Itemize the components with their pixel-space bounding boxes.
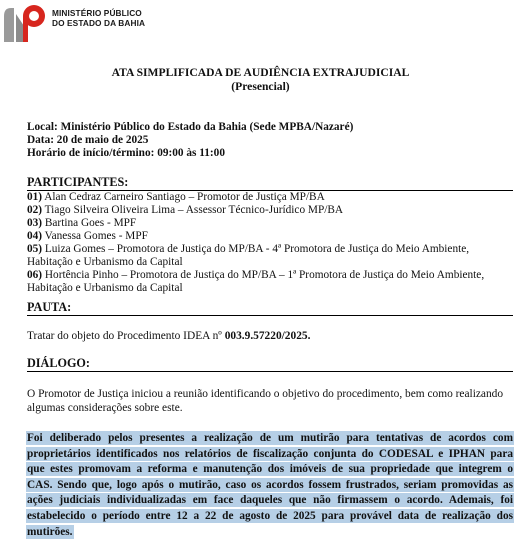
dialogo-heading: DIÁLOGO: <box>27 356 513 372</box>
meta-horario: Horário de início/término: 09:00 às 11:00 <box>27 147 225 159</box>
highlight-line <box>27 478 513 494</box>
mp-logo <box>2 2 162 44</box>
participantes-heading: PARTICIPANTES: <box>27 175 513 191</box>
highlight-line <box>27 509 513 525</box>
participant-item <box>27 230 511 243</box>
pauta-text <box>27 329 513 343</box>
dialogo-intro-line-1: O Promotor de Justiça iniciou a reunião identificando o objetivo do procedimento, bem como realizando <box>27 388 504 400</box>
pauta-number: 003.9.57220/2025. <box>224 330 311 342</box>
participant-item-continuation: Habitação e Urbanismo da Capital <box>27 256 183 268</box>
highlight-text: mutirões. <box>27 525 73 538</box>
participant-text: Bartina Goes - MPF <box>42 217 137 229</box>
document-title <box>0 66 521 94</box>
highlight-text: que estes promovam a reforma e manutenção dos imóveis de sua propriedade que integrem o <box>27 463 513 476</box>
highlight-line <box>27 447 513 463</box>
participant-item <box>27 217 511 230</box>
participantes-list <box>27 191 511 295</box>
participant-item <box>27 243 511 256</box>
mp-logo-icon <box>2 2 46 44</box>
highlight-line <box>27 525 513 541</box>
dialogo-intro <box>27 387 513 415</box>
highlight-line <box>27 493 513 509</box>
participant-text: Luiza Gomes – Promotora de Justiça do MP/BA - 4ª Promotora de Justiça do Meio Ambiente, <box>42 243 470 255</box>
logo-line-1: MINISTÉRIO PÚBLICO <box>52 8 142 18</box>
highlight-line <box>27 431 513 447</box>
participant-item <box>27 269 511 282</box>
highlight-line <box>27 462 513 478</box>
participant-number: 05) <box>27 243 43 255</box>
participant-number: 03) <box>27 217 43 229</box>
pauta-heading: PAUTA: <box>27 300 513 316</box>
logo-text <box>52 8 145 28</box>
participant-number: 01) <box>27 191 43 203</box>
logo-line-2: DO ESTADO DA BAHIA <box>52 18 146 28</box>
pauta-prefix: Tratar do objeto do Procedimento IDEA nº <box>27 330 225 342</box>
highlight-text: ações judiciais individualizadas em face daqueles que não firmassem o acordo. Ademais, foi <box>27 494 513 507</box>
meta-data: Data: 20 de maio de 2025 <box>27 134 149 146</box>
participant-text: Vanessa Gomes - MPF <box>42 230 148 242</box>
participant-item-continuation: Habitação e Urbanismo da Capital <box>27 282 183 294</box>
highlight-text: Foi deliberado pelos presentes a realização de um mutirão para tentativas de acordos com <box>27 432 513 444</box>
participant-number: 02) <box>27 204 43 216</box>
highlight-text: CAS. Sendo que, logo após o mutirão, caso os acordos fossem frustrados, seriam promovidas as <box>27 478 513 491</box>
participant-text: Tiago Silveira Oliveira Lima – Assessor Técnico-Jurídico MP/BA <box>42 204 344 216</box>
dialogo-intro-line-2: algumas considerações sobre este. <box>27 402 183 414</box>
meta-local: Local: Ministério Público do Estado da Bahia (Sede MPBA/Nazaré) <box>27 121 354 133</box>
highlight-text: proprietários identificados nos relatórios de fiscalização conjunta do CODESAL e IPHAN para <box>27 447 513 460</box>
participant-text: Alan Cedraz Carneiro Santiago – Promotor de Justiça MP/BA <box>42 191 325 203</box>
participant-item <box>27 191 511 204</box>
title-main: ATA SIMPLIFICADA DE AUDIÊNCIA EXTRAJUDICIAL <box>111 66 410 79</box>
participant-item <box>27 204 511 217</box>
meta-block <box>27 121 511 160</box>
highlighted-paragraph <box>27 431 513 540</box>
participant-number: 04) <box>27 230 43 242</box>
title-sub: (Presencial) <box>231 80 290 93</box>
highlight-text: estabelecido o período entre 12 a 22 de agosto de 2025 para provável data de realização dos <box>27 509 513 522</box>
participant-number: 06) <box>27 269 43 281</box>
participant-text: Hortência Pinho – Promotora de Justiça do MP/BA – 1ª Promotora de Justiça do Meio Ambiente, <box>42 269 485 281</box>
